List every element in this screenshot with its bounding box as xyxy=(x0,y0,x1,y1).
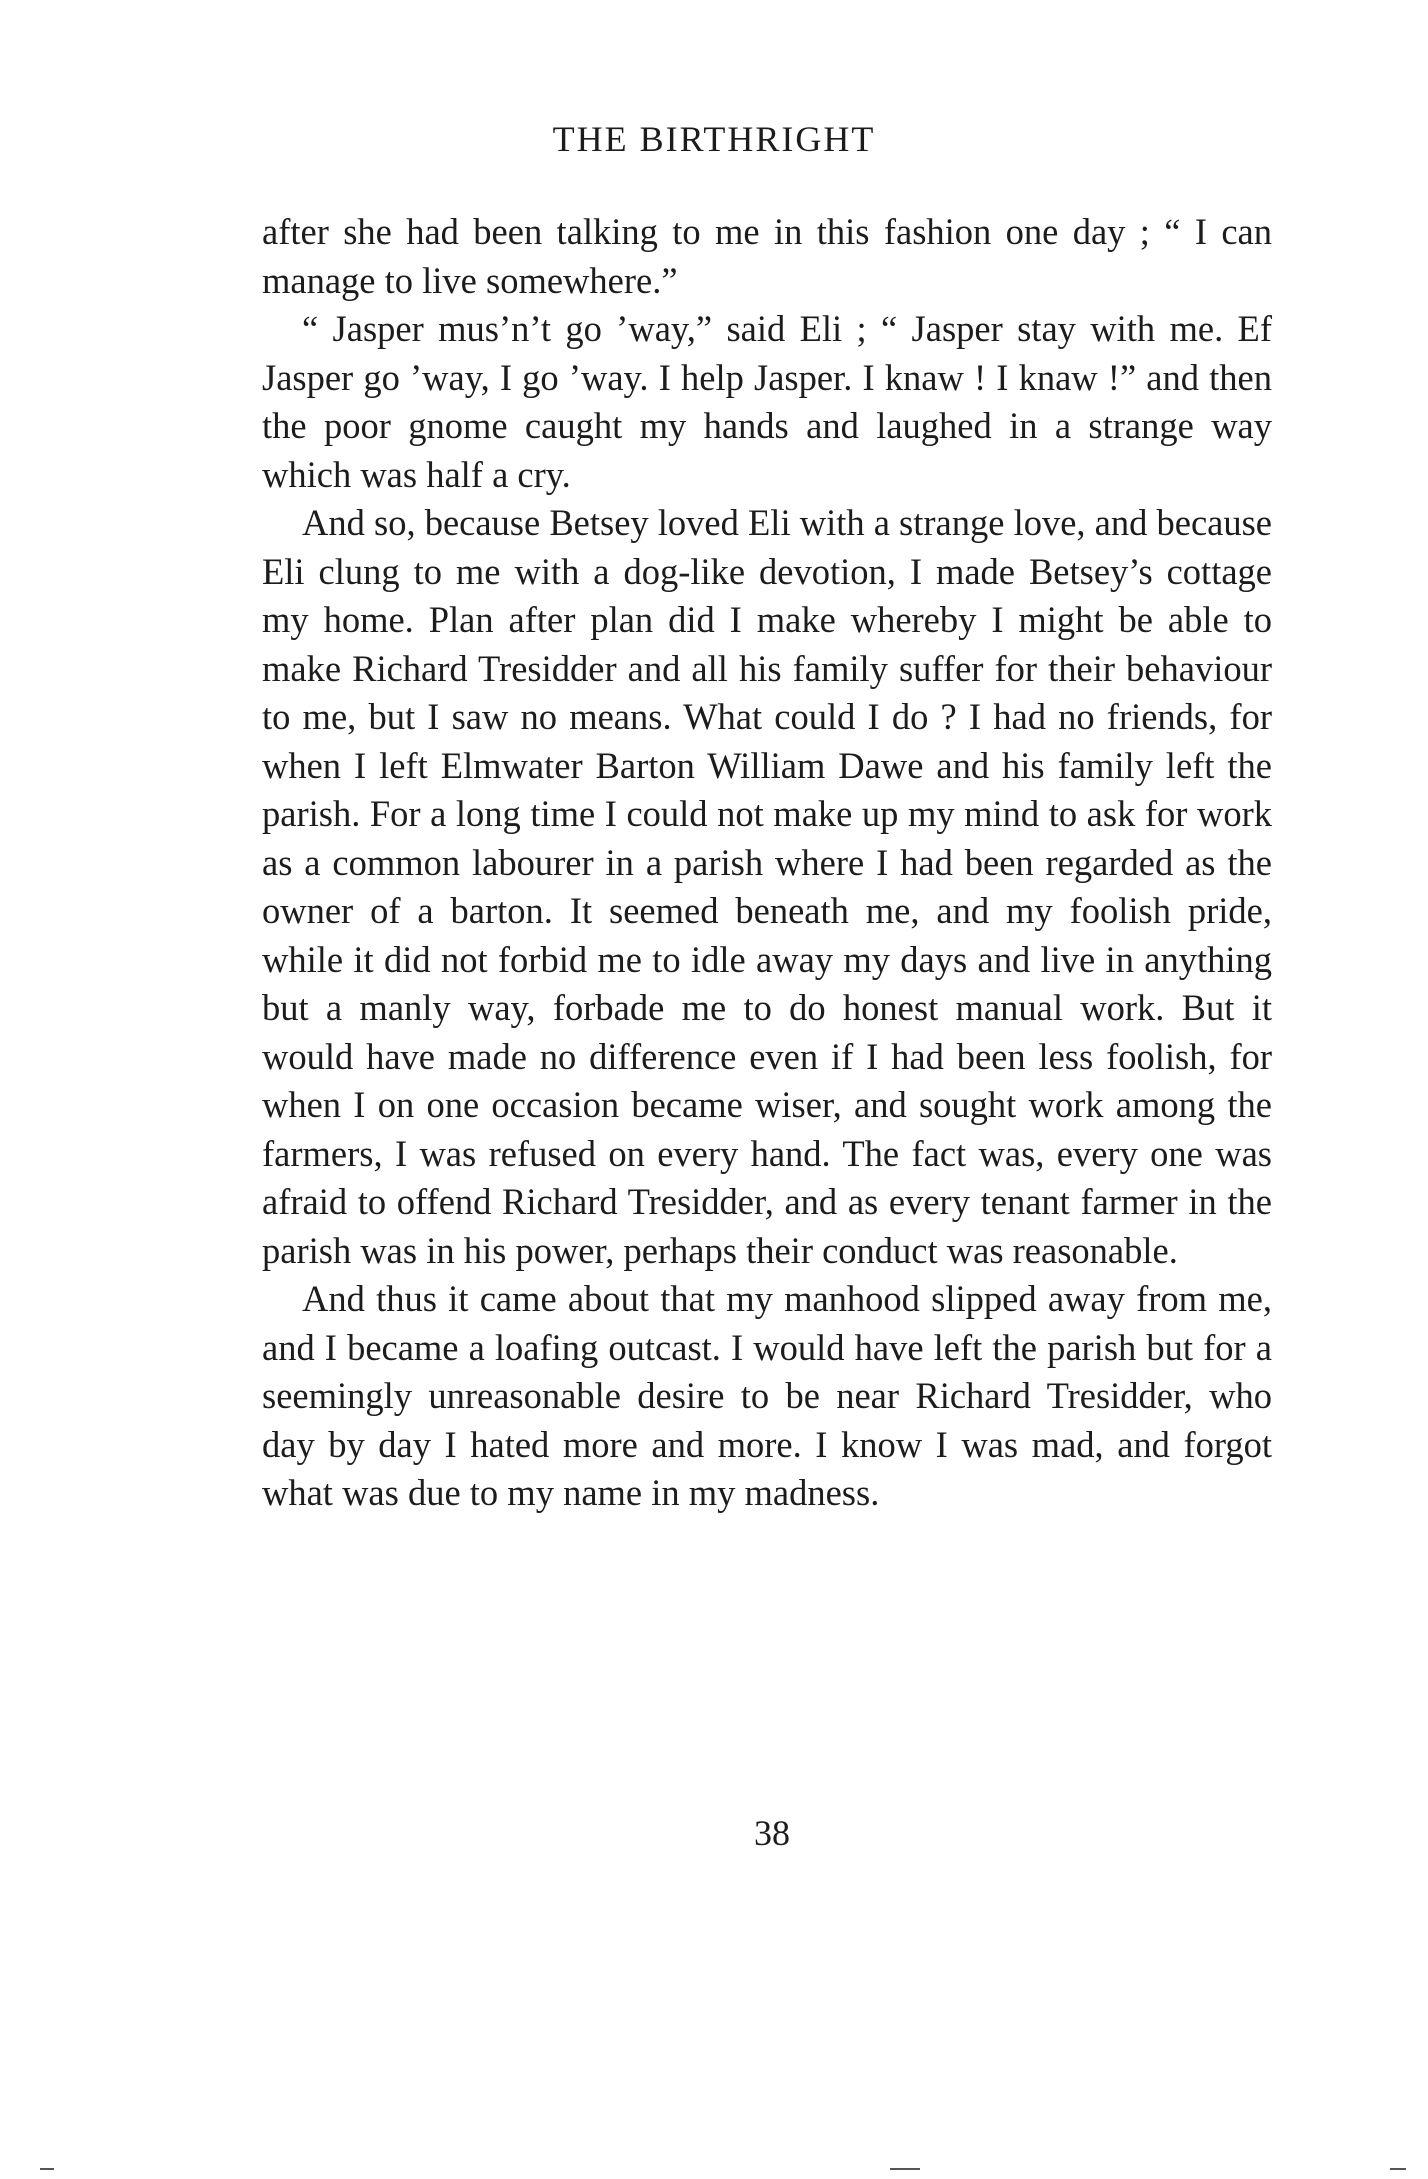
scan-edge-mark xyxy=(890,2168,920,2170)
running-head: THE BIRTHRIGHT xyxy=(552,119,876,159)
paragraph-3: And so, because Betsey loved Eli with a strange love, and because Eli clung to me with a dog-like devotion, I made Betsey’s cottage my home. Plan after plan did I make whereby I might be able to make Richard Tresidder and all his family suffer for their behaviour to me, but I saw no means. What could I do ? I had no friends, for when I left Elmwater Barton William Dawe and his family left the parish. For a long time I could not make up my mind to ask for work as a common labourer in a parish where I had been regarded as the owner of a barton. It seemed beneath me, and my foolish pride, while it did not forbid me to idle away my days and live in anything but a manly way, forbade me to do honest manual work. But it would have made no difference even if I had been less foolish, for when I on one occasion became wiser, and sought work among the farmers, I was refused on every hand. The fact was, every one was afraid to offend Richard Tresidder, and as every tenant farmer in the parish was in his power, perhaps their conduct was reasonable. xyxy=(262,502,1272,1271)
paragraph-2: “ Jasper mus’n’t go ’way,” said Eli ; “ Jasper stay with me. Ef Jasper go ’way, I go ’way. I help Jasper. I knaw ! I knaw !” and then the poor gnome caught my hands and laughed in a strange way which was half a cry. xyxy=(262,308,1272,495)
page-number: 38 xyxy=(754,1813,790,1853)
paragraph-4: And thus it came about that my manhood slipped away from me, and I became a loafing outcast. I would have left the parish but for a seemingly unreasonable desire to be near Richard Tresidder, who day by day I hated more and more. I know I was mad, and forgot what was due to my name in my madness. xyxy=(262,1278,1272,1513)
body-text xyxy=(262,208,1272,1518)
paragraph-1: after she had been talking to me in this fashion one day ; “ I can manage to live somewhere.” xyxy=(262,211,1272,301)
scan-edge-mark xyxy=(1390,2168,1406,2170)
scan-edge-mark xyxy=(40,2168,54,2170)
